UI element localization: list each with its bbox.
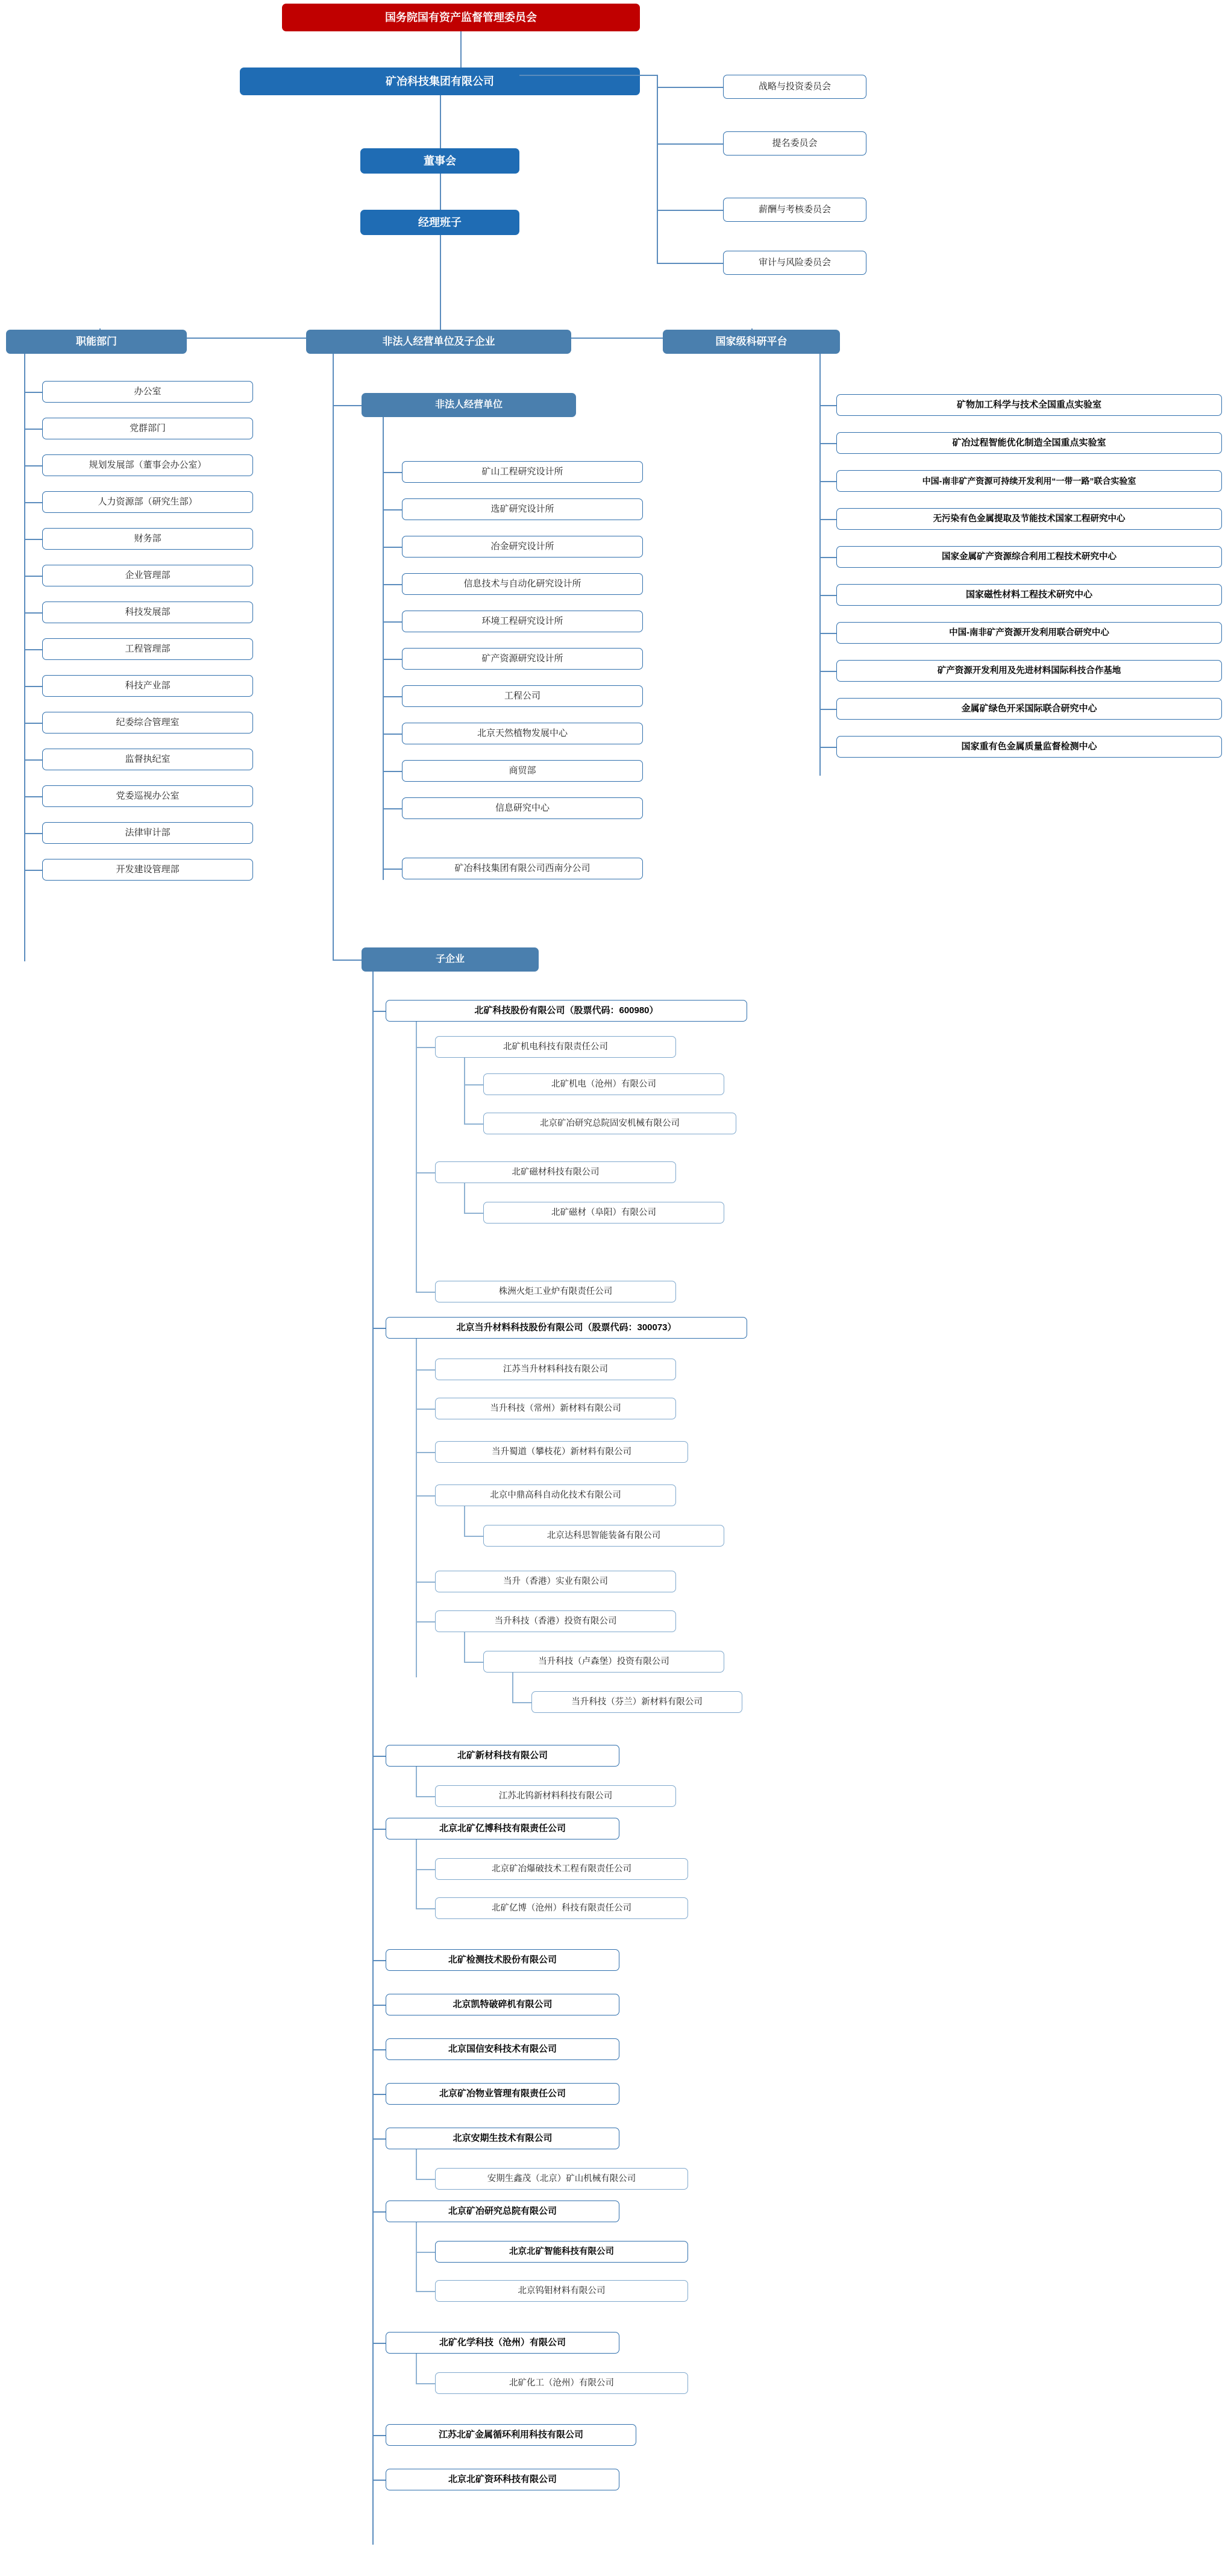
node-platform-china-sa-joint-center: 中国-南非矿产资源开发利用联合研究中心: [836, 622, 1222, 644]
node-committee-audit: 审计与风险委员会: [723, 251, 866, 275]
node-sub-jiangsu-beiwu: 江苏北钨新材料科技有限公司: [435, 1785, 676, 1807]
node-unit-southwest-branch: 矿冶科技集团有限公司西南分公司: [402, 858, 643, 879]
node-company: 矿冶科技集团有限公司: [240, 68, 640, 95]
node-unit-mineral-resources: 矿产资源研究设计所: [402, 648, 643, 670]
node-dept-enterprise-management: 企业管理部: [42, 565, 253, 586]
sub1-child-branch-0: [416, 1369, 435, 1371]
subsidiary-branch-8: [372, 2138, 386, 2140]
sub1-child-branch-5: [416, 1621, 435, 1623]
node-sub-wumo: 北京钨钼材料有限公司: [435, 2280, 688, 2302]
research-branch-4: [819, 557, 836, 558]
nonlegal-unit-branch-8: [383, 771, 402, 772]
committee-bus-vertical: [657, 75, 658, 263]
functional-branch-11: [24, 796, 42, 797]
functional-branch-0: [24, 392, 42, 393]
node-sub-wuye: 北京矿冶物业管理有限责任公司: [386, 2083, 619, 2105]
research-branch-6: [819, 633, 836, 634]
node-sub-beikuang-cicai: 北矿磁材科技有限公司: [435, 1161, 676, 1183]
node-sub-dangsheng-shudao: 当升蜀道（攀枝花）新材料有限公司: [435, 1441, 688, 1463]
sub8-child-branch-0: [416, 2179, 435, 2180]
sub2-child-spine: [416, 1767, 417, 1797]
node-sub-zhongding-gaoke: 北京中鼎高科自动化技术有限公司: [435, 1484, 676, 1506]
sub1-5-spine: [464, 1632, 465, 1662]
node-sub-beikuang-jidian: 北矿机电科技有限责任公司: [435, 1036, 676, 1058]
subsidiaries-spine: [372, 972, 374, 2545]
node-committee-compensation: 薪酬与考核委员会: [723, 198, 866, 222]
sub3-child-branch-1: [416, 1908, 435, 1909]
functional-branch-9: [24, 723, 42, 724]
subsidiary-branch-10: [372, 2343, 386, 2344]
node-sub-dakesi: 北京达科思智能装备有限公司: [483, 1525, 724, 1547]
node-board: 董事会: [360, 148, 519, 174]
sub0-child-branch-1: [416, 1172, 435, 1173]
functional-branch-3: [24, 502, 42, 503]
functional-branch-8: [24, 686, 42, 687]
node-sub-dangsheng: 北京当升材料科技股份有限公司（股票代码：300073）: [386, 1317, 747, 1339]
subsidiary-branch-9: [372, 2211, 386, 2213]
nonlegal-unit-branch-6: [383, 696, 402, 697]
node-sub-xunhuan-liyong: 江苏北矿金属循环利用科技有限公司: [386, 2424, 636, 2446]
nonlegal-units-spine: [383, 417, 384, 880]
connector-company-board: [440, 95, 441, 148]
connector-management-bus: [440, 235, 441, 338]
node-platform-belt-road-joint-lab: 中国-南非矿产资源可持续开发利用“一带一路”联合实验室: [836, 470, 1222, 492]
node-sub-yibo-cangzhou: 北矿亿博（沧州）科技有限责任公司: [435, 1897, 688, 1919]
functional-branch-1: [24, 429, 42, 430]
connector-board-management: [440, 174, 441, 210]
subsidiary-branch-3: [372, 1829, 386, 1830]
subsidiaries-header-branch: [333, 960, 362, 961]
nonlegal-unit-branch-2: [383, 547, 402, 548]
sub1-5-branch-0: [464, 1662, 483, 1663]
node-sub-dangsheng-changzhou: 当升科技（常州）新材料有限公司: [435, 1398, 676, 1419]
node-committee-strategy: 战略与投资委员会: [723, 75, 866, 99]
node-sub-dangsheng-hk-industry: 当升（香港）实业有限公司: [435, 1571, 676, 1592]
sub1-child-branch-2: [416, 1452, 435, 1453]
node-platform-green-mining-center: 金属矿绿色开采国际联合研究中心: [836, 698, 1222, 720]
node-committee-nomination: 提名委员会: [723, 131, 866, 156]
sub1-child-branch-3: [416, 1495, 435, 1497]
nonlegal-unit-branch-7: [383, 734, 402, 735]
research-branch-0: [819, 405, 836, 406]
sub9-child-spine: [416, 2222, 417, 2292]
committee-branch-2: [657, 143, 723, 145]
sub1-5-0-branch-0: [512, 1702, 531, 1703]
node-dept-engineering-management: 工程管理部: [42, 638, 253, 660]
nonlegal-unit-branch-5: [383, 659, 402, 660]
node-dept-supervision: 监督执纪室: [42, 749, 253, 770]
node-sub-zihuan: 北京北矿资环科技有限公司: [386, 2469, 619, 2490]
node-sub-jiance: 北矿检测技术股份有限公司: [386, 1949, 619, 1971]
sub0-1-branch-0: [464, 1213, 483, 1214]
functional-branch-10: [24, 759, 42, 761]
node-unit-metallurgy: 冶金研究设计所: [402, 536, 643, 558]
node-sub-beikuang-cicai-fuyang: 北矿磁材（阜阳）有限公司: [483, 1202, 724, 1224]
node-dept-finance: 财务部: [42, 528, 253, 550]
sub2-child-branch-0: [416, 1796, 435, 1797]
node-unit-engineering-company: 工程公司: [402, 685, 643, 707]
nonlegal-spine: [333, 354, 334, 960]
sub0-0-branch-1: [464, 1123, 483, 1125]
sub1-5-0-spine: [512, 1673, 513, 1703]
research-spine: [819, 354, 821, 776]
subsidiary-branch-4: [372, 1960, 386, 1961]
functional-branch-6: [24, 612, 42, 614]
node-dept-tech-industry: 科技产业部: [42, 675, 253, 697]
node-sub-yibo: 北京北矿亿博科技有限责任公司: [386, 1818, 619, 1839]
sub9-child-branch-0: [416, 2252, 435, 2253]
sub0-child-branch-0: [416, 1047, 435, 1048]
nonlegal-unit-branch-4: [383, 621, 402, 623]
node-unit-environment: 环境工程研究设计所: [402, 611, 643, 632]
node-sub-jiangsu-dangsheng: 江苏当升材料科技有限公司: [435, 1359, 676, 1380]
node-dept-party: 党群部门: [42, 418, 253, 439]
subsidiary-branch-12: [372, 2480, 386, 2481]
subsidiary-branch-5: [372, 2005, 386, 2006]
node-platform-nonpollution-extraction-center: 无污染有色金属提取及节能技术国家工程研究中心: [836, 508, 1222, 530]
node-sub-beikuang-zhineng: 北京北矿智能科技有限公司: [435, 2241, 688, 2263]
sub1-child-branch-4: [416, 1582, 435, 1583]
node-sub-zhuzhou-huoju: 株洲火炬工业炉有限责任公司: [435, 1281, 676, 1302]
functional-branch-5: [24, 576, 42, 577]
committee-branch-4: [657, 263, 723, 264]
node-dept-inspection-office: 党委巡视办公室: [42, 785, 253, 807]
node-dept-hr: 人力资源部（研究生部）: [42, 491, 253, 513]
node-unit-mining-design: 矿山工程研究设计所: [402, 461, 643, 483]
nonlegal-unit-branch-9: [383, 808, 402, 809]
subsidiary-branch-0: [372, 1011, 386, 1012]
functional-branch-13: [24, 870, 42, 871]
research-branch-3: [819, 519, 836, 520]
node-sub-huaxue-keji: 北矿化学科技（沧州）有限公司: [386, 2332, 619, 2354]
node-sub-baopo: 北京矿冶爆破技术工程有限责任公司: [435, 1858, 688, 1880]
sub3-child-branch-0: [416, 1869, 435, 1870]
node-unit-natural-plants: 北京天然植物发展中心: [402, 723, 643, 744]
sub1-child-spine: [416, 1339, 417, 1677]
node-sub-dangsheng-finland: 当升科技（芬兰）新材料有限公司: [531, 1691, 742, 1713]
node-dept-development-construction: 开发建设管理部: [42, 859, 253, 881]
committee-branch-3: [657, 210, 723, 211]
node-sub-guan-machinery: 北京矿冶研究总院固安机械有限公司: [483, 1113, 736, 1134]
node-platform-intl-cooperation-base: 矿产资源开发利用及先进材料国际科技合作基地: [836, 660, 1222, 682]
node-sub-yanjiu-zongyuan: 北京矿冶研究总院有限公司: [386, 2201, 619, 2222]
nonlegal-header-branch: [333, 405, 362, 406]
node-sub-beikuang-jidian-cangzhou: 北矿机电（沧州）有限公司: [483, 1073, 724, 1095]
sub0-child-branch-2: [416, 1292, 435, 1293]
functional-branch-12: [24, 833, 42, 834]
sub0-0-spine: [464, 1058, 465, 1124]
subheader-subsidiaries: 子企业: [362, 947, 539, 972]
node-platform-mineral-processing-lab: 矿物加工科学与技术全国重点实验室: [836, 394, 1222, 416]
research-branch-7: [819, 671, 836, 672]
node-sub-anqisheng: 北京安期生技术有限公司: [386, 2128, 619, 2149]
sub1-3-spine: [464, 1506, 465, 1536]
research-branch-8: [819, 709, 836, 710]
research-branch-9: [819, 747, 836, 748]
node-dept-tech-development: 科技发展部: [42, 602, 253, 623]
node-sub-beikuang-xincai: 北矿新材科技有限公司: [386, 1745, 619, 1767]
sub1-child-branch-1: [416, 1409, 435, 1410]
subheader-nonlegal-units: 非法人经营单位: [362, 393, 576, 417]
node-platform-metal-resources-center: 国家金属矿产资源综合利用工程技术研究中心: [836, 546, 1222, 568]
connector-sasac-company: [460, 31, 462, 68]
subsidiary-branch-2: [372, 1756, 386, 1757]
node-sub-beikuang-keji: 北矿科技股份有限公司（股票代码：600980）: [386, 1000, 747, 1022]
node-dept-discipline-admin: 纪委综合管理室: [42, 712, 253, 734]
nonlegal-unit-branch-0: [383, 472, 402, 473]
committee-bus-to-board: [519, 75, 657, 76]
node-sub-guoxinan: 北京国信安科技术有限公司: [386, 2038, 619, 2060]
node-sub-anqisheng-xinmao: 安期生鑫茂（北京）矿山机械有限公司: [435, 2168, 688, 2190]
subsidiary-branch-7: [372, 2094, 386, 2095]
sub1-3-branch-0: [464, 1536, 483, 1537]
node-platform-quality-inspection-center: 国家重有色金属质量监督检测中心: [836, 736, 1222, 758]
column-header-nonlegal: 非法人经营单位及子企业: [306, 330, 571, 354]
node-sub-dangsheng-hk-invest: 当升科技（香港）投资有限公司: [435, 1610, 676, 1632]
sub0-child-spine: [416, 1022, 417, 1292]
functional-branch-2: [24, 465, 42, 467]
column-header-research: 国家级科研平台: [663, 330, 840, 354]
research-branch-5: [819, 595, 836, 596]
functional-branch-4: [24, 539, 42, 540]
node-sub-kaite: 北京凯特破碎机有限公司: [386, 1994, 619, 2015]
sub0-1-spine: [464, 1183, 465, 1213]
node-dept-planning: 规划发展部（董事会办公室）: [42, 454, 253, 476]
column-header-functional: 职能部门: [6, 330, 187, 354]
sub8-child-spine: [416, 2149, 417, 2179]
node-unit-trade: 商贸部: [402, 760, 643, 782]
sub3-child-spine: [416, 1839, 417, 1909]
node-dept-legal-audit: 法律审计部: [42, 822, 253, 844]
node-unit-it-automation: 信息技术与自动化研究设计所: [402, 573, 643, 595]
functional-branch-7: [24, 649, 42, 650]
node-unit-mineral-processing: 选矿研究设计所: [402, 498, 643, 520]
node-sub-huagong-cangzhou: 北矿化工（沧州）有限公司: [435, 2372, 688, 2394]
node-dept-office: 办公室: [42, 381, 253, 403]
nonlegal-unit-branch-10: [383, 869, 402, 870]
sub10-child-spine: [416, 2354, 417, 2384]
subsidiary-branch-1: [372, 1328, 386, 1329]
research-branch-2: [819, 481, 836, 482]
sub10-child-branch-0: [416, 2383, 435, 2384]
subsidiary-branch-6: [372, 2049, 386, 2050]
node-platform-intelligent-manufacturing-lab: 矿冶过程智能优化制造全国重点实验室: [836, 432, 1222, 454]
node-unit-info-research: 信息研究中心: [402, 797, 643, 819]
nonlegal-unit-branch-1: [383, 509, 402, 510]
sub9-child-branch-1: [416, 2291, 435, 2292]
nonlegal-unit-branch-3: [383, 584, 402, 585]
node-sasac: 国务院国有资产监督管理委员会: [282, 4, 640, 31]
node-management: 经理班子: [360, 210, 519, 235]
node-sub-dangsheng-lux: 当升科技（卢森堡）投资有限公司: [483, 1651, 724, 1673]
subsidiary-branch-11: [372, 2435, 386, 2436]
node-platform-magnetic-materials-center: 国家磁性材料工程技术研究中心: [836, 584, 1222, 606]
sub0-0-branch-0: [464, 1084, 483, 1085]
committee-branch-1: [657, 87, 723, 88]
research-branch-1: [819, 443, 836, 444]
